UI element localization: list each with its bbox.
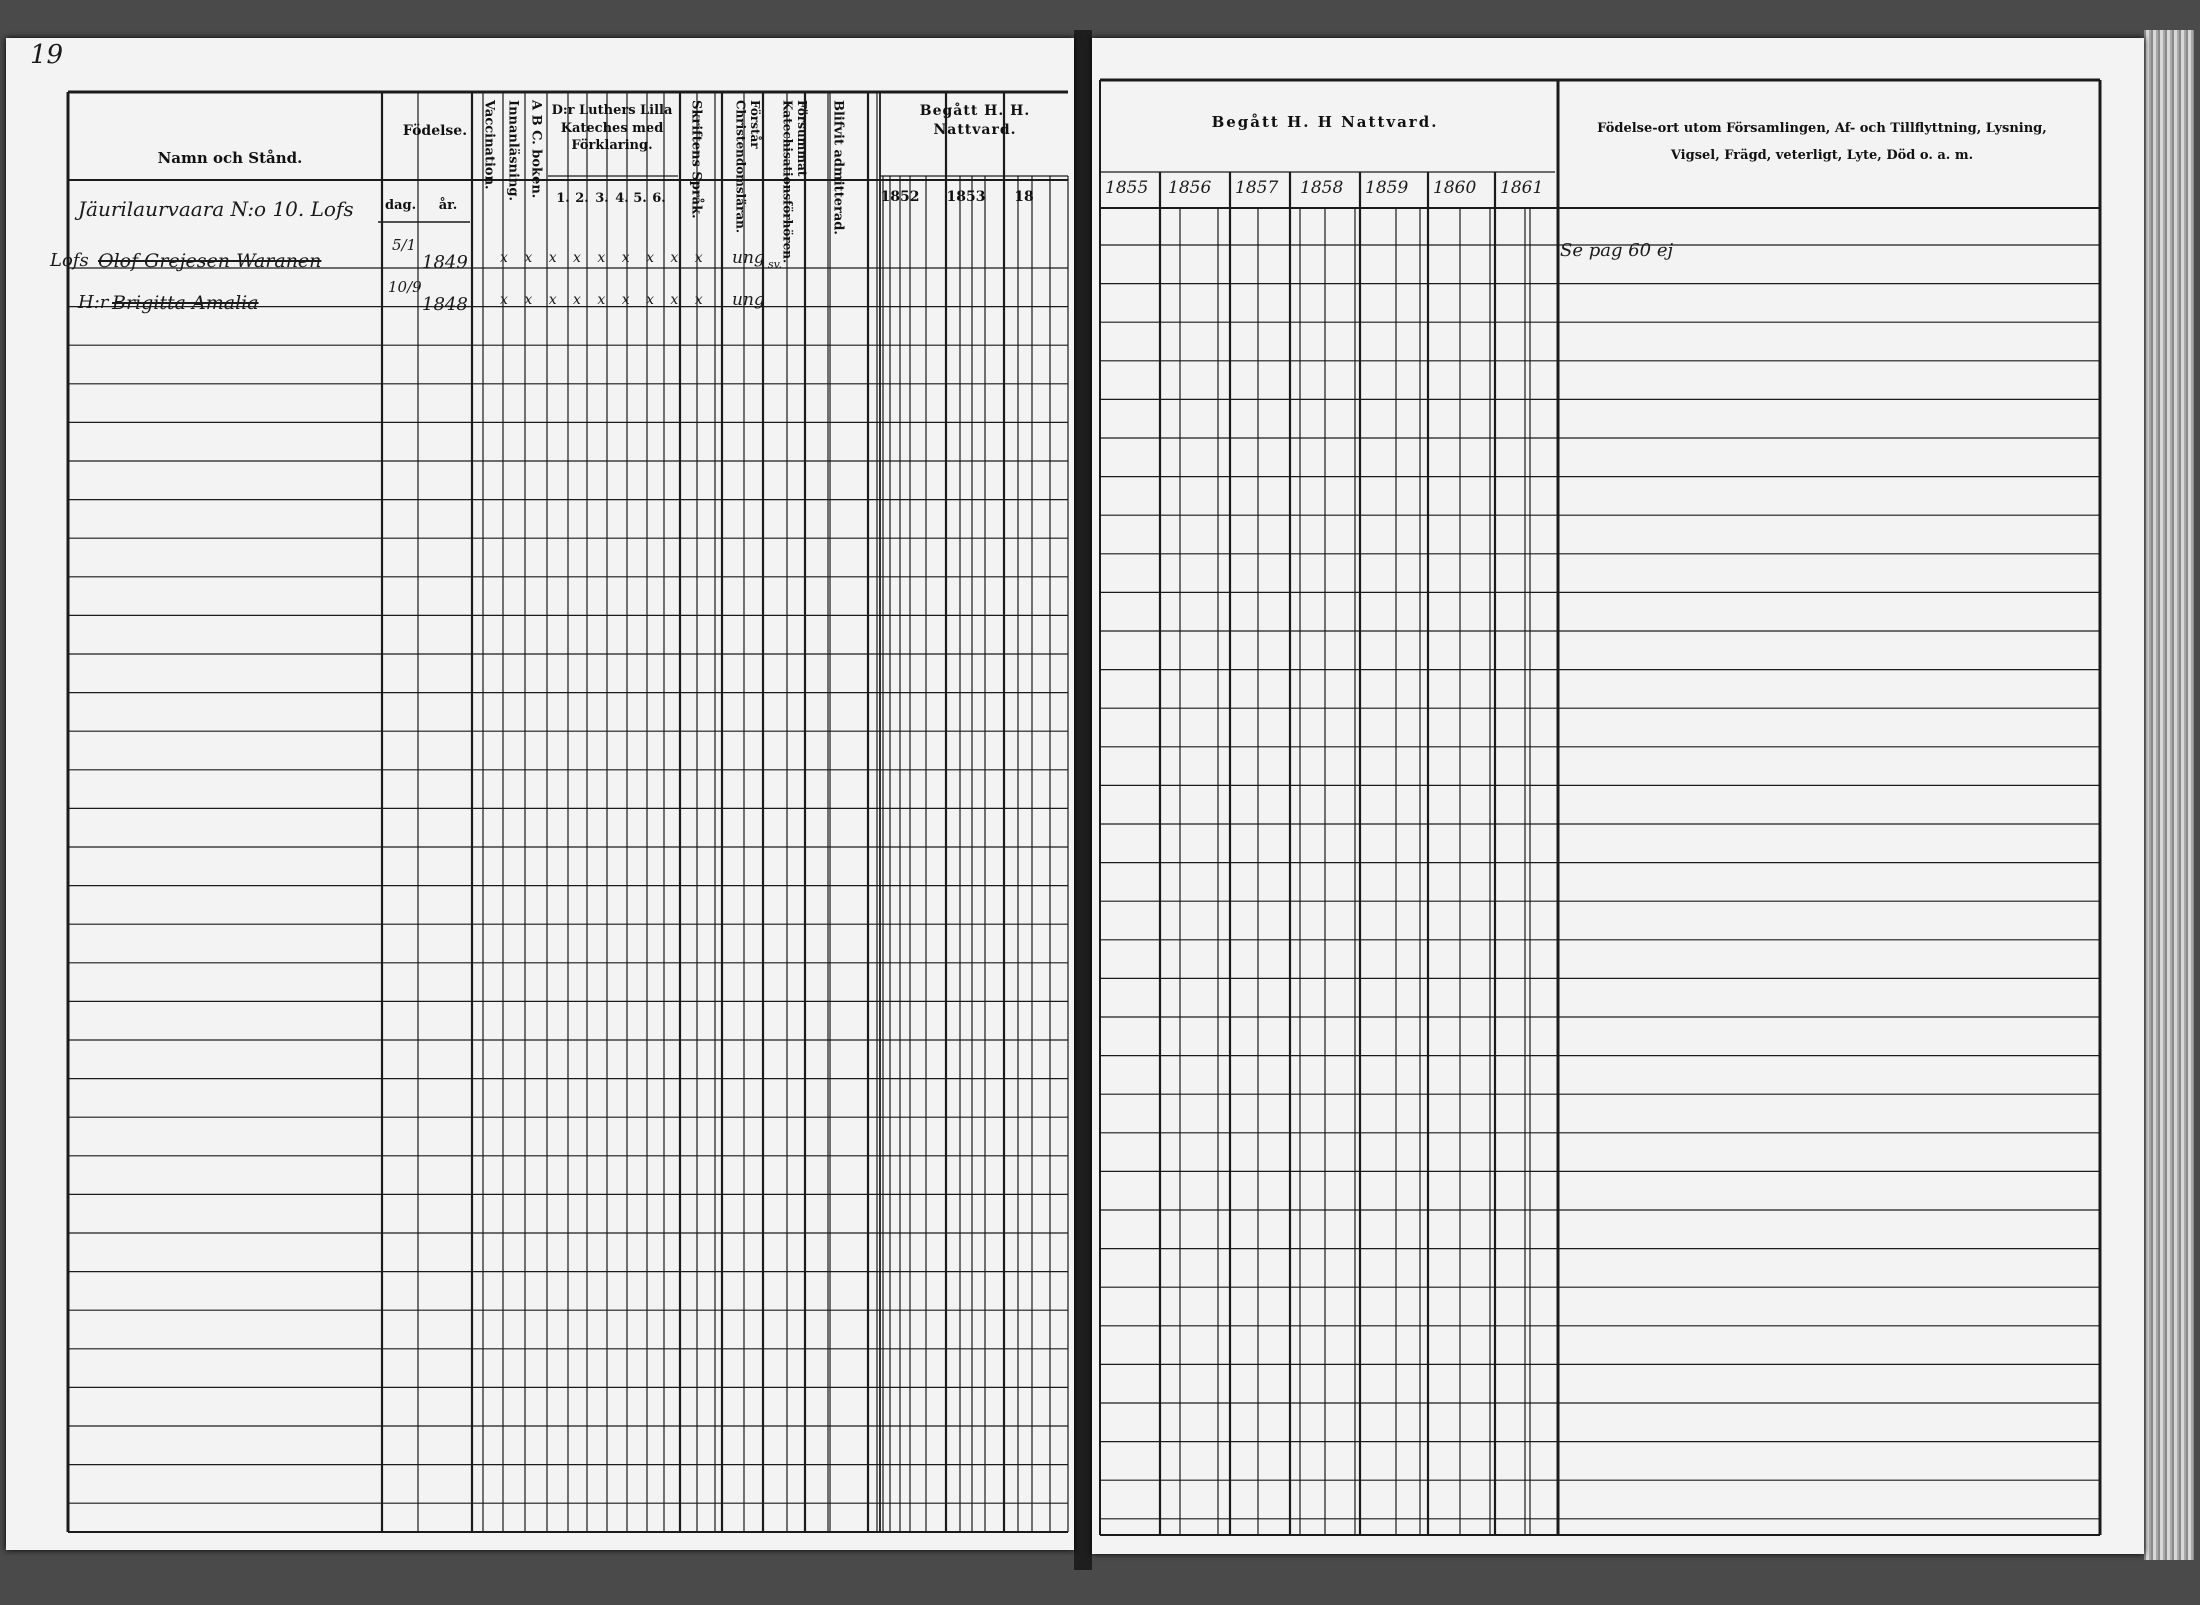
year-col-1859: 1859	[1365, 178, 1409, 198]
entry-prefix: Lofs	[50, 250, 89, 271]
header-forsummat: Försummat Katechisationsförhören.	[780, 100, 809, 264]
year-col-18: 18	[1014, 189, 1034, 205]
header-blifvit: Blifvit admitterad.	[830, 100, 846, 235]
header-begatt-left: Begått H. H. Nattvard.	[919, 103, 1031, 138]
header-abc: A B C. boken.	[528, 100, 544, 199]
luther-col-4: 4.	[615, 191, 629, 206]
luther-col-2: 2.	[575, 191, 589, 206]
entry-birth-day: 10/9	[388, 278, 422, 296]
page-number: 19	[30, 40, 64, 70]
entry-name: Brigitta Amalia	[112, 292, 259, 314]
remark-entry: Se pag 60 ej	[1560, 240, 1674, 261]
entry-understands: ung	[732, 248, 765, 268]
luther-col-1: 1.	[556, 191, 570, 206]
year-col-1853: 1853	[946, 189, 986, 205]
header-innanlasning: Innanläsning.	[505, 100, 521, 201]
entry-birth-year: 1849	[422, 252, 468, 273]
header-remarks: Födelse-ort utom Församlingen, Af- och Tillflyttning, Lysning, Vigsel, Frägd, veterligt, Lyte, Död o. a. m.	[1597, 121, 2047, 164]
header-birth-day: dag.	[385, 198, 417, 213]
header-begatt-right: Begått H. H Nattvard.	[1211, 113, 1439, 131]
year-col-1861: 1861	[1500, 178, 1544, 198]
luther-col-3: 3.	[595, 191, 609, 206]
header-forstar: Förstår Christendomsläran.	[733, 100, 762, 233]
entry-marks: x x x x x x x x x	[500, 292, 709, 308]
year-col-1857: 1857	[1235, 178, 1279, 198]
entry-birth-year: 1848	[422, 294, 468, 315]
luther-col-5: 5.	[633, 191, 647, 206]
entry-birth-day: 5/1	[392, 236, 417, 254]
year-col-1855: 1855	[1105, 178, 1149, 198]
year-col-1860: 1860	[1433, 178, 1477, 198]
entry-note: sv.	[768, 258, 783, 271]
year-col-1858: 1858	[1300, 178, 1344, 198]
header-skriftens: Skriftens Språk.	[688, 100, 704, 219]
entry-marks: x x x x x x x x x	[500, 250, 709, 266]
entry-place-heading: Jäurilaurvaara N:o 10. Lofs	[78, 197, 354, 221]
year-col-1852: 1852	[880, 189, 920, 205]
header-birth-year: år.	[438, 198, 458, 213]
entry-understands: ung	[732, 290, 765, 310]
year-col-1856: 1856	[1168, 178, 1212, 198]
entry-name: Olof Grejesen Waranen	[98, 250, 322, 272]
header-luther: D:r Luthers Lilla Kateches med Förklaring.	[551, 103, 673, 154]
header-name: Namn och Stånd.	[157, 149, 303, 167]
header-vaccination: Vaccination.	[481, 100, 497, 190]
header-birth: Födelse.	[402, 123, 468, 139]
entry-prefix: H:r	[78, 292, 109, 313]
luther-col-6: 6.	[652, 191, 666, 206]
